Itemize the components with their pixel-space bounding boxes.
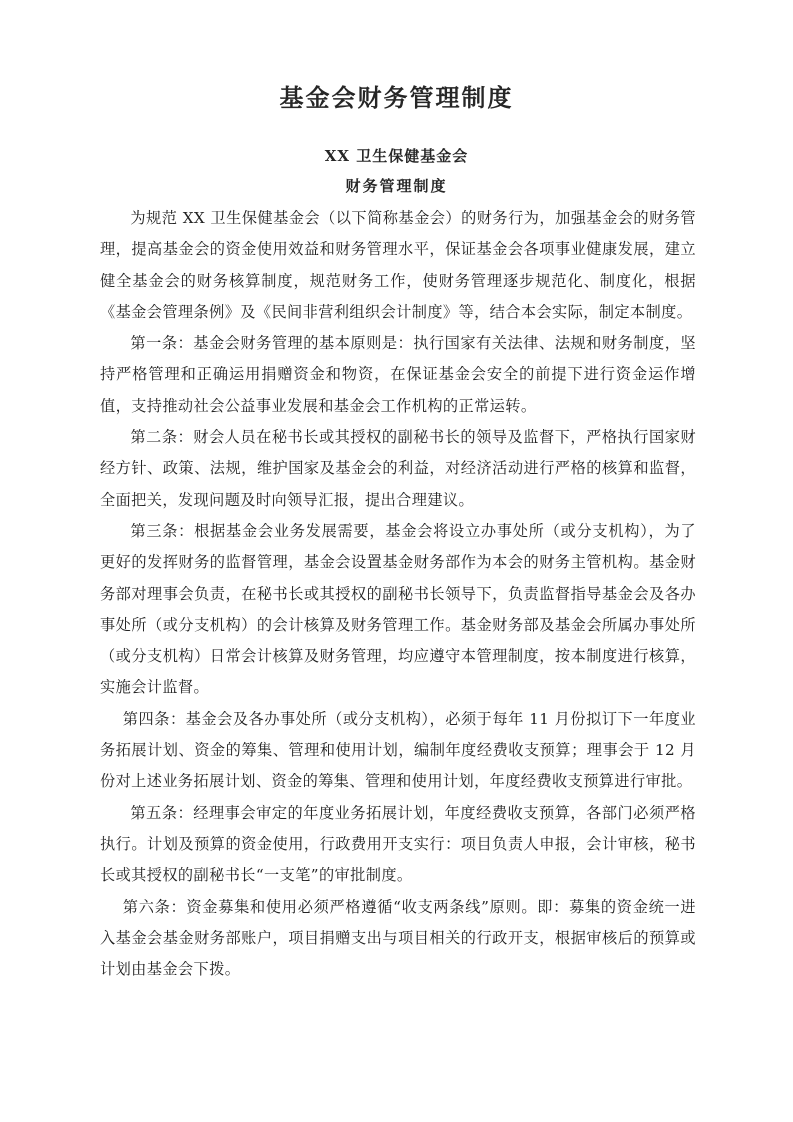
paragraph-article-5: 第五条：经理事会审定的年度业务拓展计划，年度经费收支预算，各部门必须严格执行。计划及预算的资金使用，行政费用开支实行：项目负责人申报，会计审核，秘书长或其授权的副秘书长“一支笔”的审批制度。 bbox=[100, 803, 696, 885]
paragraph-article-6: 第六条：资金募集和使用必须严格遵循“收支两条线”原则。即：募集的资金统一进入基金会基金财务部账户，项目捐赠支出与项目相关的行政开支，根据审核后的预算或计划由基金会下拨。 bbox=[100, 897, 696, 979]
organization-subtitle: XX 卫生保健基金会 bbox=[324, 147, 469, 165]
paragraph-article-2: 第二条：财会人员在秘书长或其授权的副秘书长的领导及监督下，严格执行国家财经方针、政策、法规，维护国家及基金会的利益，对经济活动进行严格的核算和监督，全面把关，发现问题及时向领导汇报，提出合理建议。 bbox=[100, 428, 696, 509]
regulation-subtitle: 财务管理制度 bbox=[345, 177, 448, 195]
document-title: 基金会财务管理制度 bbox=[279, 83, 514, 112]
paragraph-article-4: 第四条：基金会及各办事处所（或分支机构），必须于每年 11 月份拟订下一年度业务拓展计划、资金的筹集、管理和使用计划，编制年度经费收支预算；理事会于 12 月份对上述业务拓展计划、资金的筹集、管理和使用计划，年度经费收支预算进行审批。 bbox=[100, 709, 696, 791]
document-body bbox=[100, 203, 696, 985]
paragraph-article-1: 第一条：基金会财务管理的基本原则是：执行国家有关法律、法规和财务制度，坚持严格管理和正确运用捐赠资金和物资，在保证基金会安全的前提下进行资金运作增值，支持推动社会公益事业发展和基金会工作机构的正常运转。 bbox=[100, 334, 696, 415]
paragraph-article-3: 第三条：根据基金会业务发展需要，基金会将设立办事处所（或分支机构），为了更好的发挥财务的监督管理，基金会设置基金财务部作为本会的财务主管机构。基金财务部对理事会负责，在秘书长或其授权的副秘书长领导下，负责监督指导基金会及各办事处所（或分支机构）的会计核算及财务管理工作。基金财务部及基金会所属办事处所（或分支机构）日常会计核算及财务管理，均应遵守本管理制度，按本制度进行核算，实施会计监督。 bbox=[100, 521, 696, 697]
paragraph-preamble: 为规范 XX 卫生保健基金会（以下简称基金会）的财务行为，加强基金会的财务管理，提高基金会的资金使用效益和财务管理水平，保证基金会各项事业健康发展，建立健全基金会的财务核算制度，规范财务工作，使财务管理逐步规范化、制度化，根据《基金会管理条例》及《民间非营利组织会计制度》等，结合本会实际，制定本制度。 bbox=[100, 209, 696, 321]
